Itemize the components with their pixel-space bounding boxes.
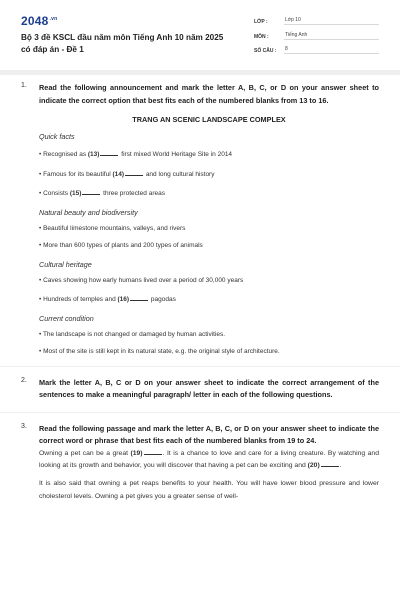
answer-blank (100, 149, 118, 156)
item-text: three protected areas (101, 190, 165, 198)
section-heading: Natural beauty and biodiversity (39, 207, 138, 217)
question-instruction: Mark the letter A, B, C or D on your answer sheet to indicate the correct arrangement of the sentences to make a meaningful paragraph/ letter in each of the following questions. (39, 377, 379, 400)
passage-paragraph: It is also said that owning a pet reaps benefits to your health. You will have lower blood pressure and lower cholesterol levels. Owning a pet gives you a greater sense of well- (39, 480, 379, 500)
paragraph-text: . (339, 462, 342, 470)
section-heading: Current condition (39, 313, 94, 323)
meta-row-subject (254, 29, 379, 40)
meta-info (254, 14, 379, 58)
header-divider (0, 70, 400, 75)
answer-blank (321, 460, 339, 467)
question-count-value: 8 (284, 46, 379, 54)
blank-number: (13) (87, 151, 100, 159)
list-item: • Beautiful limestone mountains, valleys, and rivers (39, 224, 186, 232)
question-number: 2. (21, 376, 27, 384)
list-item: • Most of the site is still kept in its natural state, e.g. the original style of architecture. (39, 348, 280, 356)
item-text: first mixed World Heritage Site in 2014 (119, 151, 233, 159)
list-item: • More than 600 types of plants and 200 types of animals (39, 242, 203, 250)
announcement (39, 115, 379, 355)
list-item (39, 188, 379, 197)
document-title: Bộ 3 đề KSCL đầu năm môn Tiếng Anh 10 năm 2025 có đáp án - Đề 1 (21, 33, 224, 54)
passage (39, 448, 379, 503)
list-item (39, 149, 379, 158)
section-heading: Quick facts (39, 132, 75, 142)
list-item (39, 169, 379, 178)
answer-blank (144, 448, 162, 455)
question-divider (0, 366, 400, 367)
meta-row-class (254, 14, 379, 25)
header (0, 0, 400, 76)
subject-value: Tiếng Anh (284, 32, 379, 40)
answer-blank (130, 294, 148, 301)
passage-paragraph (39, 448, 379, 472)
class-value: Lớp 10 (284, 17, 379, 25)
site-logo[interactable] (21, 14, 57, 28)
question-1 (21, 82, 379, 355)
blank-number: (16) (117, 296, 130, 304)
exam-content (0, 82, 400, 509)
blank-number: (19) (130, 450, 143, 458)
question-instruction: Read the following passage and mark the letter A, B, C, or D on your answer sheet to indicate the correct word or phrase that best fits each of the numbered blanks from 19 to 24. (39, 423, 379, 446)
logo-text: 2048 (21, 14, 49, 28)
question-number: 3. (21, 422, 27, 430)
paragraph-text: Owning a pet can be a great (39, 450, 131, 458)
question-instruction: Read the following announcement and mark the letter A, B, C, or D on your answer sheet to indicate the correct option that best fits each of the numbered blanks from 13 to 16. (39, 83, 379, 105)
answer-blank (125, 169, 143, 176)
answer-blank (82, 188, 100, 195)
list-item (39, 294, 379, 303)
section-heading: Cultural heritage (39, 259, 92, 269)
blank-number: (14) (112, 170, 125, 178)
item-text: • Consists (39, 190, 70, 198)
paragraph-text: . It is a chance to love and care for a living creature. By watching and looking at its growth and behavior, you will discover that having a pet can be exciting and (39, 450, 379, 470)
item-text: • Famous for its beautiful (39, 170, 113, 178)
question-divider (0, 412, 400, 413)
subject-label: MÔN : (254, 33, 269, 40)
item-text: pagodas (149, 296, 176, 304)
blank-number: (15) (69, 190, 82, 198)
list-item: • Caves showing how early humans lived over a period of 30,000 years (39, 276, 244, 284)
item-text: and long cultural history (144, 170, 215, 178)
question-2 (21, 377, 379, 402)
class-label: LỚP : (254, 19, 268, 25)
meta-row-count (254, 43, 379, 54)
question-3 (21, 423, 379, 503)
logo-suffix: .vn (49, 16, 58, 22)
item-text: • Hundreds of temples and (39, 296, 118, 304)
list-item: • The landscape is not changed or damaged by human activities. (39, 330, 226, 338)
blank-number: (20) (307, 462, 320, 470)
question-count-label: SỐ CÂU : (254, 48, 277, 54)
item-text: • Recognised as (39, 151, 88, 159)
announcement-title: TRANG AN SCENIC LANDSCAPE COMPLEX (132, 115, 286, 125)
question-number: 1. (21, 82, 27, 89)
